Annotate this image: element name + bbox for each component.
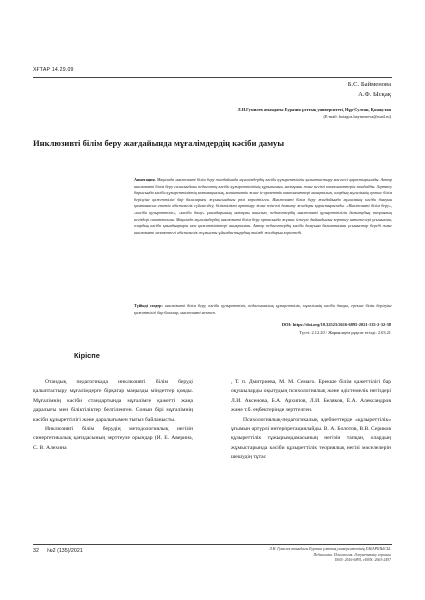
journal-name: Л.Н. Гумилев атындағы Еуразия ұлттық университетінің ХАБАРШЫСЫ. [269, 547, 391, 551]
author-name: А.Ф. Ысқақ [358, 91, 391, 98]
keywords-label: Түйінді сөздер: [134, 303, 163, 308]
journal-footer [269, 547, 391, 564]
affiliation-email: (E-mail: botagoz.baymenova@mail.ru) [323, 113, 391, 119]
irsti-code: ХҒТАР 14.29.09 [33, 67, 74, 73]
issue-number: №2 (135)/2021 [47, 548, 83, 554]
journal-issn: ISSN: 2616-6895, eISSN: 2663-2497 [334, 558, 391, 563]
body-paragraph: Отандық педагогикада инклюзивті білім беруді қалыптастыру мұғалімдерге бірқатар маңызды міндеттер қояды. Мұғалімнің кәсіби стандартында мұғалімге қажетті жаңа даралығы мен біліктіліктер белгіленген. Сонын бірі мұғалімнің кәсіби құзыреттілігі және даралығымен тығыз байланысты. [33, 379, 193, 423]
article-title: Инклюзивті білім беру жағдайында мұғалімдердің кәсіби дамуы [33, 138, 285, 148]
footer-rule [33, 544, 392, 545]
section-heading-introduction: Кіріспе [74, 351, 100, 360]
doi-link[interactable]: DOI: https://doi.org/10.32523/2616-6895-2021-135-2-32-38 [281, 322, 391, 327]
affiliation-org: Л.Н.Гумилев атындағы Еуразия ұлттық университеті, Нұр-Султан, Қазақстан [237, 107, 391, 112]
affiliation [237, 107, 391, 120]
keywords-text: инклюзивті білім беру, кәсіби құзыреттілік, педагогикалық құзыреттілік, мұғалімнің кәсіби дамуы, ерекше білім берілуіне қажеттілігі бар балалар, инклюзивті мектеп. [134, 303, 392, 315]
abstract-label: Аннотация. [134, 177, 156, 182]
abstract [134, 177, 392, 236]
author-list [348, 80, 391, 100]
keywords [134, 303, 392, 316]
submission-dates: Түсті: 2.12.20 / Жариялауға рұқсат етілді: 2.03.21 [299, 330, 391, 335]
page-number: 32 [33, 548, 39, 554]
body-column-left [33, 378, 193, 453]
journal-series: Педагогика. Психология. Әлеуметтану сериясы [313, 552, 391, 557]
abstract-text: Мақалада инклюзивті білім беру жағдайында мұғалімдердің кәсіби құзыреттілігін қалыптастыру мәселесі қарастырылады. Автор инклюзивті білім беру саласындағы педагогтің кәсіби құзыреттілігінің құрылымын, мазмұнын және негізгі компоненттерін талдайды. Зерттеу барысында кәсіби құзыреттіліктің мотивациялық, когнитивтік және іс-әрекеттік компоненттері анықталып, олардың мұғалімнің ерекше білім берілуіне қажеттілігі бар балалармен жұмысындағы рөлі көрсетілген. Инклюзивті білім беру жағдайында мұғалімнің кәсіби дамуын қамтамасыз ететін әдістемелік сүйемелдеу, біліктілікті арттыру және өзін-өзі дамыту жолдары қарастырылады. «Инклюзивті білім беру», «кәсіби құзыреттілік», «кәсіби даму» ұғымдарының мазмұны ашылып, педагогтердің инклюзивті құзыреттілігін дамытудың теориялық негіздері сипатталған. Мақалада мұғалімдердің инклюзивті білім беру ортасында жұмыс істеуге дайындығын зерттеу нәтижелері ұсынылған, олардың кәсіби қиындықтары мен қажеттіліктері анықталған. Автор педагогтердің кәсіби дамуына бағытталған ұсыныстар береді және инклюзивті мектептегі әдістемелік жұмысты ұйымдастырудың тиімді жолдарын көрсетеді. [134, 177, 392, 235]
header-rule [33, 77, 392, 78]
body-column-right [231, 378, 391, 463]
body-paragraph: Инклюзивті білім берудің методологиялық негізін синергетикалық қағидасының зерттеуле орындар (И. Е. Аверина, С. В. Алехина [33, 426, 193, 451]
body-paragraph: Психологиялық-педагогикалық әдебиеттерде «құзыреттілік» ұғымын әртүрлі интерпретациялайды. В. А. Болотов, В.В. Сериков құзыреттілік тұжырымдамасының негізін тапқан, олардың жұмыстарында кәсіби құзыреттілік теориялық негізі мәселелерін шешудің тұтас [231, 416, 391, 461]
author-name: Б.С. Байменова [347, 81, 391, 88]
body-paragraph: , Т. п. Дмитриева, М. М. Семаго. Ерекше білім қажеттілігі бар оқушыларды оқытудың психологиялық және әдістемелік негіздері Л.И. Аксенова, Б.А. Архипов, Л.И. Беляков, Е.А. Александров және т.б. еңбектерінде зерттелген. [231, 379, 391, 414]
